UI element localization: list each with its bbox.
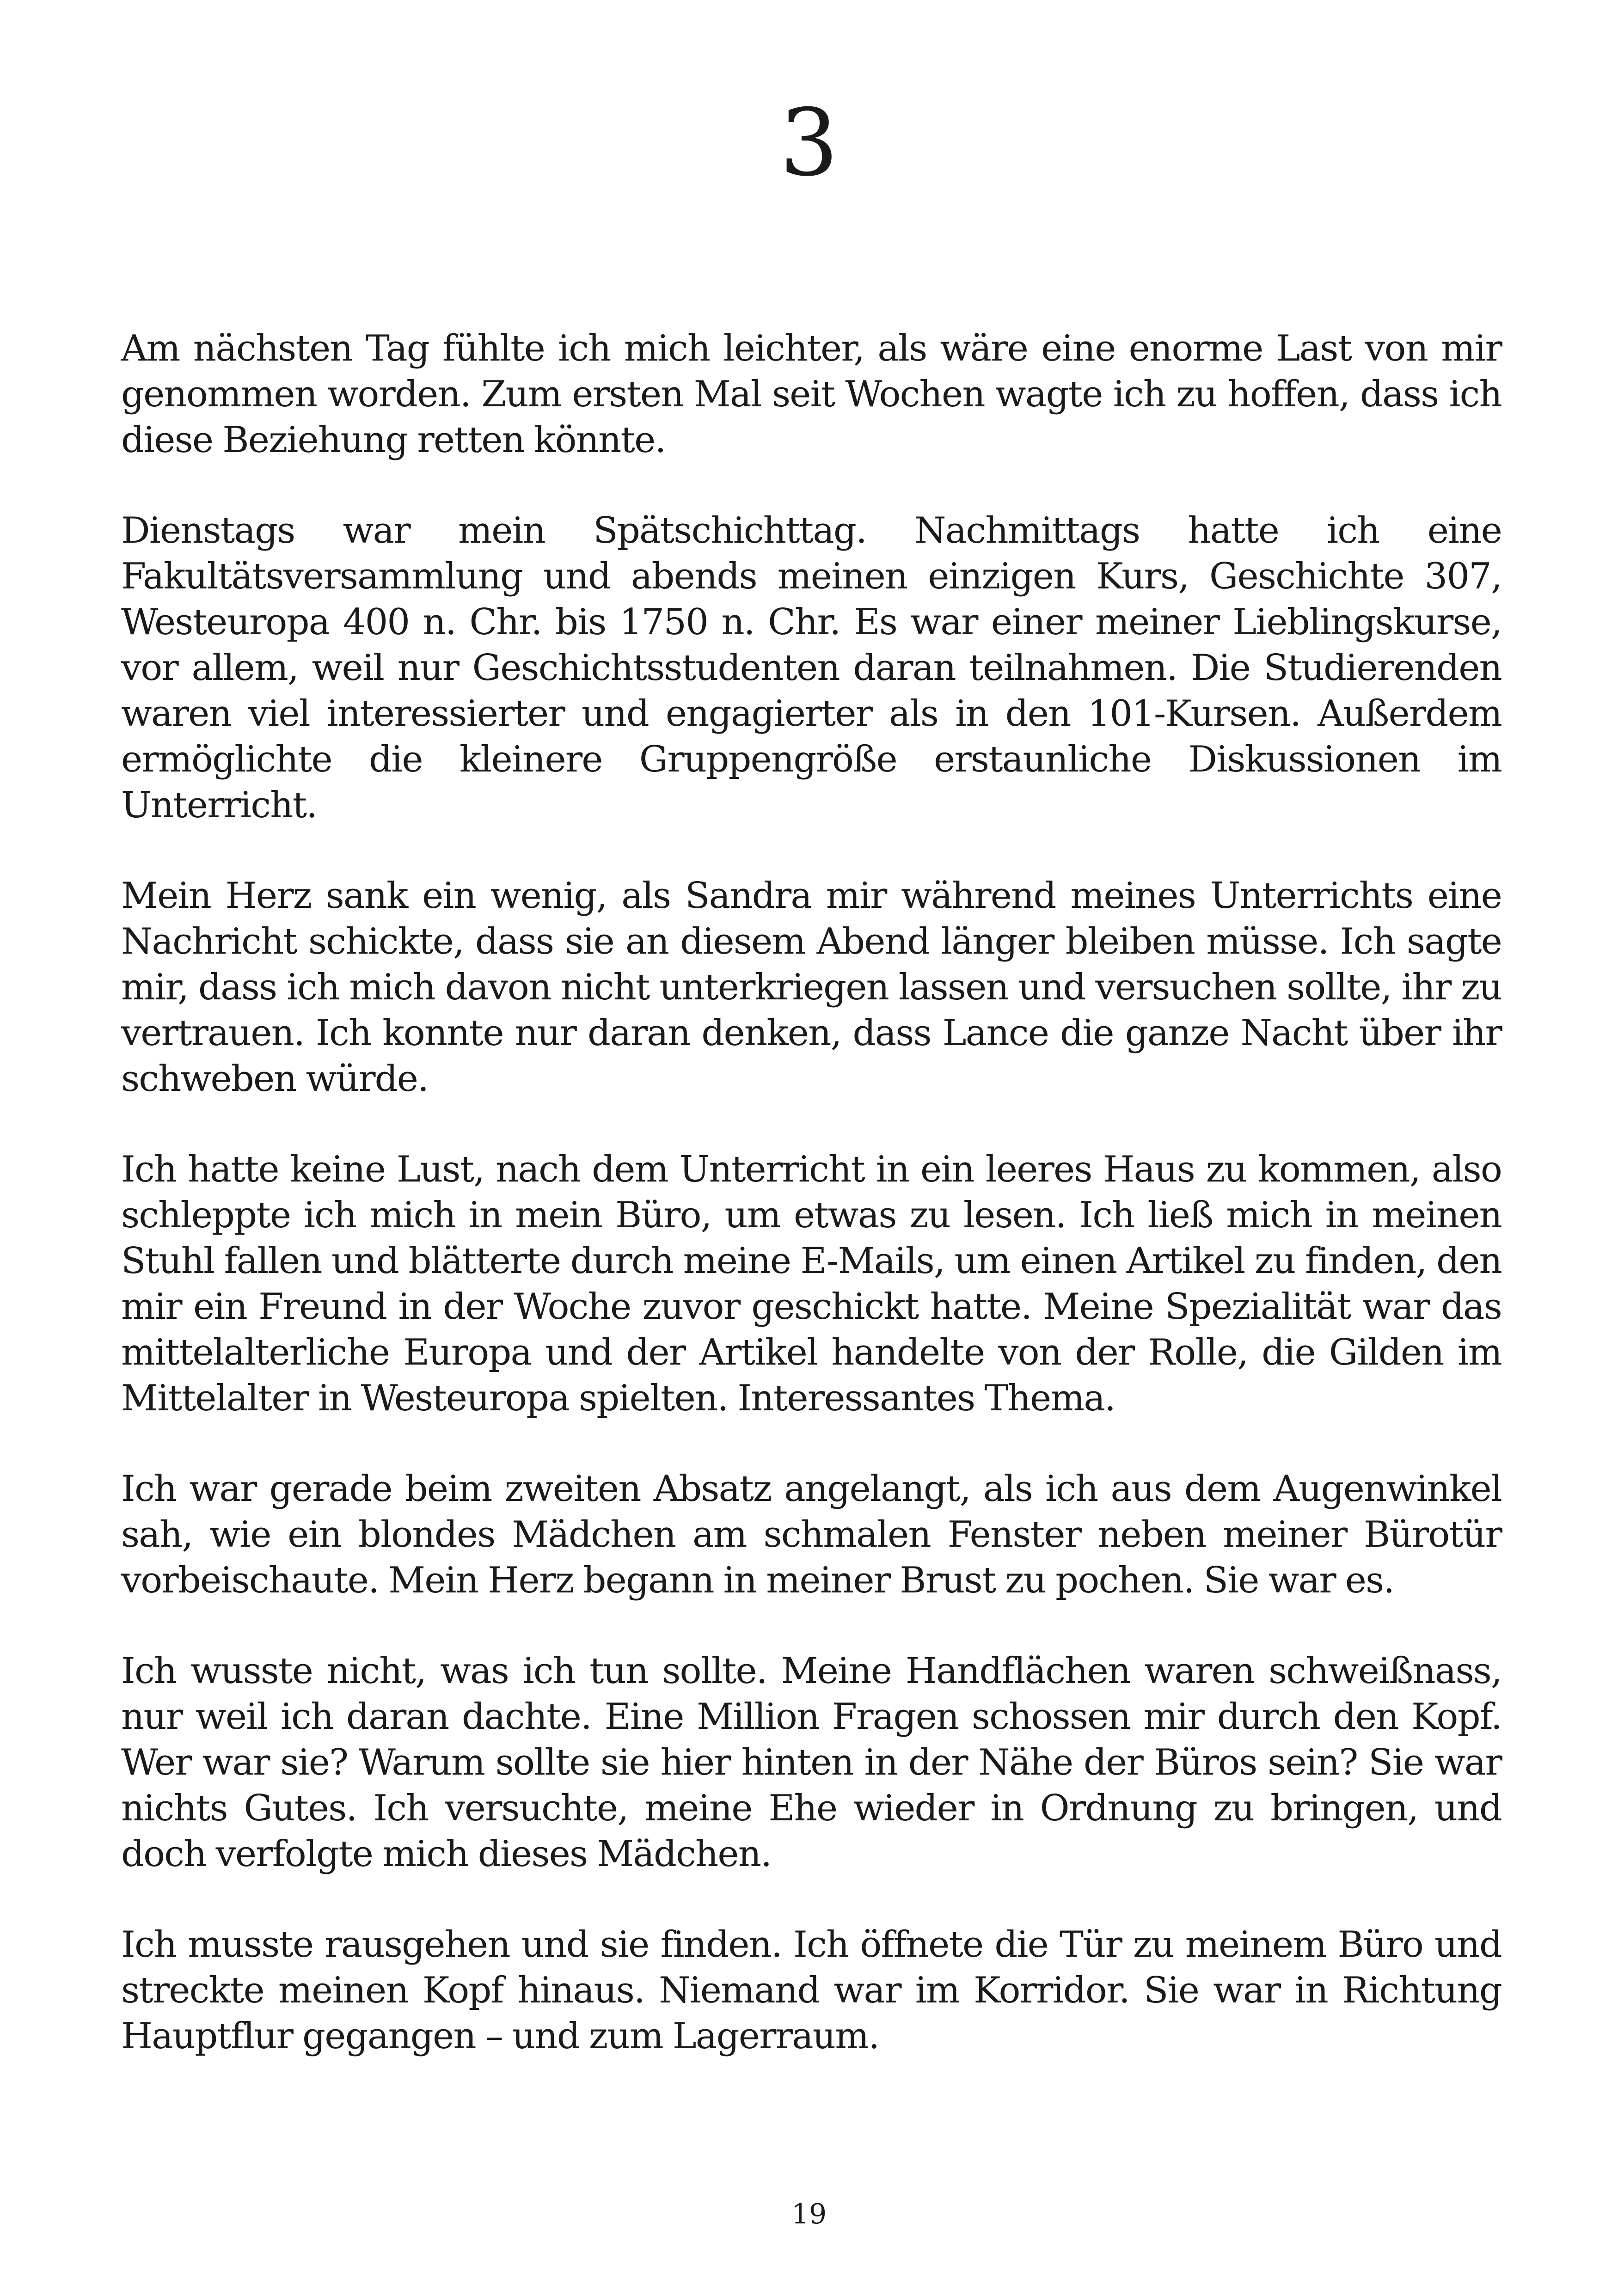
paragraph-4: Ich hatte keine Lust, nach dem Unterricht in ein leeres Haus zu kommen, also schleppte ich mich in mein Büro, um etwas zu lesen. Ich ließ mich in meinen Stuhl fallen und blätterte durch meine E-Mails, um einen Artikel zu finden, den mir ein Freund in der Woche zuvor geschickt hatte. Meine Spezialität war das mittelalterliche Europa und der Artikel handelte von der Rolle, die Gilden im Mittelalter in Westeuropa spielten. Interessantes Thema. xyxy=(121,1149,1502,1419)
paragraph-1: Am nächsten Tag fühlte ich mich leichter, als wäre eine enorme Last von mir genommen worden. Zum ersten Mal seit Wochen wagte ich zu hoffen, dass ich diese Beziehung retten könnte. xyxy=(121,328,1502,461)
paragraph-5: Ich war gerade beim zweiten Absatz angelangt, als ich aus dem Augenwinkel sah, wie ein blondes Mädchen am schmalen Fenster neben meiner Bürotür vorbeischaute. Mein Herz begann in meiner Brust zu pochen. Sie war es. xyxy=(121,1468,1502,1601)
chapter-body xyxy=(121,326,1502,2104)
chapter-number: 3 xyxy=(779,89,839,197)
paragraph-7: Ich musste rausgehen und sie finden. Ich öffnete die Tür zu meinem Büro und streckte meinen Kopf hinaus. Niemand war im Korridor. Sie war in Richtung Hauptflur gegangen – und zum Lagerraum. xyxy=(121,1924,1502,2057)
paragraph-2: Dienstags war mein Spätschichttag. Nachmittags hatte ich eine Fakultätsversammlung und abends meinen einzigen Kurs, Geschichte 307, Westeuropa 400 n. Chr. bis 1750 n. Chr. Es war einer meiner Lieblingskurse, vor allem, weil nur Geschichtsstudenten daran teilnahmen. Die Studierenden waren viel interessierter und engagierter als in den 101-Kursen. Außerdem ermöglichte die kleinere Gruppengröße erstaunliche Diskussionen im Unterricht. xyxy=(121,510,1502,826)
page-number: 19 xyxy=(791,2198,827,2230)
paragraph-3: Mein Herz sank ein wenig, als Sandra mir während meines Unterrichts eine Nachricht schickte, dass sie an diesem Abend länger bleiben müsse. Ich sagte mir, dass ich mich davon nicht unterkriegen lassen und versuchen sollte, ihr zu vertrauen. Ich konnte nur daran denken, dass Lance die ganze Nacht über ihr schweben würde. xyxy=(121,875,1502,1100)
paragraph-6: Ich wusste nicht, was ich tun sollte. Meine Handflächen waren schweißnass, nur weil ich daran dachte. Eine Million Fragen schossen mir durch den Kopf. Wer war sie? Warum sollte sie hier hinten in der Nähe der Büros sein? Sie war nichts Gutes. Ich versuchte, meine Ehe wieder in Ordnung zu bringen, und doch verfolgte mich dieses Mädchen. xyxy=(121,1650,1502,1875)
